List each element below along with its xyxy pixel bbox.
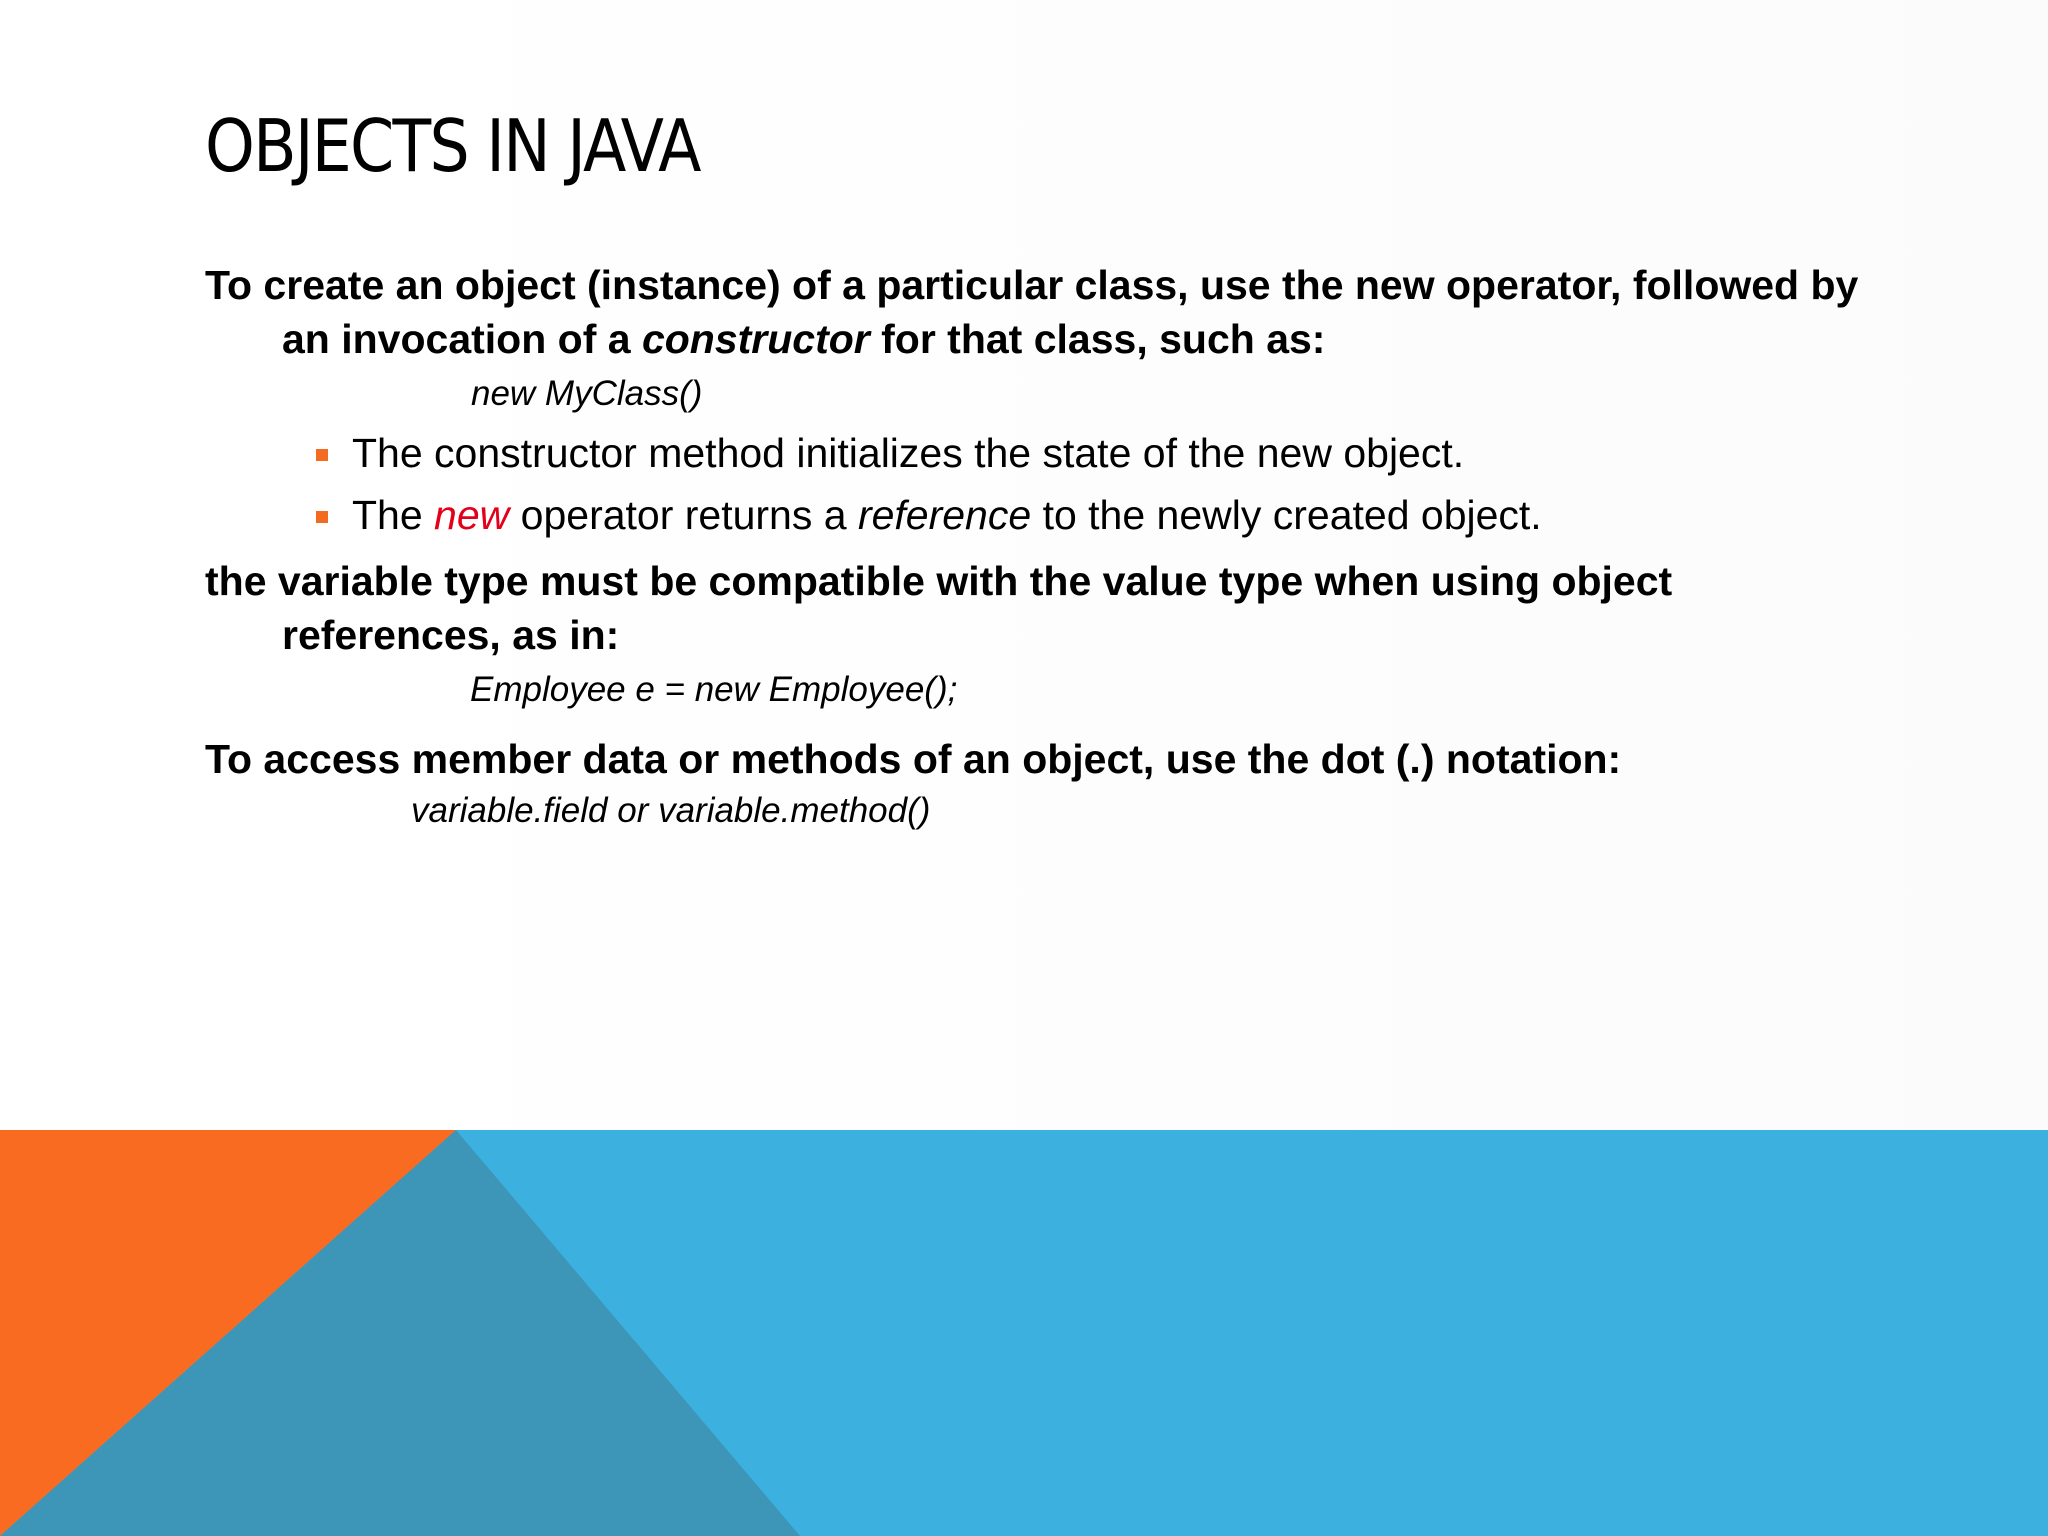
square-bullet-icon — [316, 511, 328, 523]
code-example-dot-notation: variable.field or variable.method() — [411, 791, 931, 830]
bullet-text: The constructor method initializes the state of the new object. — [352, 430, 1465, 476]
paragraph-text: To create an object (instance) of a particular class, use the new operator, followed by an invocation of a — [205, 262, 1859, 362]
paragraph-dot-notation: To access member data or methods of an object, use the dot (.) notation: — [205, 736, 1622, 782]
bullet-list — [205, 422, 1885, 546]
paragraph-variable-type: the variable type must be compatible with the value type when using object references, as in: — [205, 558, 1673, 658]
slide-title: OBJECTS IN JAVA — [205, 104, 700, 188]
bullet-text: operator returns a — [509, 492, 858, 538]
bullet-text: to the newly created object. — [1031, 492, 1542, 538]
code-example-new-myclass: new MyClass() — [471, 374, 703, 413]
bullet-text: The — [352, 492, 435, 538]
emphasis-reference: reference — [857, 492, 1032, 538]
keyword-new: new — [434, 492, 510, 538]
bullet-item — [312, 422, 1885, 484]
bullet-item — [312, 484, 1885, 546]
decorative-background-shapes — [0, 1130, 2048, 1536]
slide-body — [205, 258, 1885, 836]
paragraph-text: for that class, such as: — [869, 316, 1326, 362]
emphasis-constructor: constructor — [641, 316, 870, 362]
square-bullet-icon — [316, 449, 328, 461]
code-example-employee: Employee e = new Employee(); — [470, 670, 958, 709]
paragraph-create-object — [205, 258, 1885, 366]
